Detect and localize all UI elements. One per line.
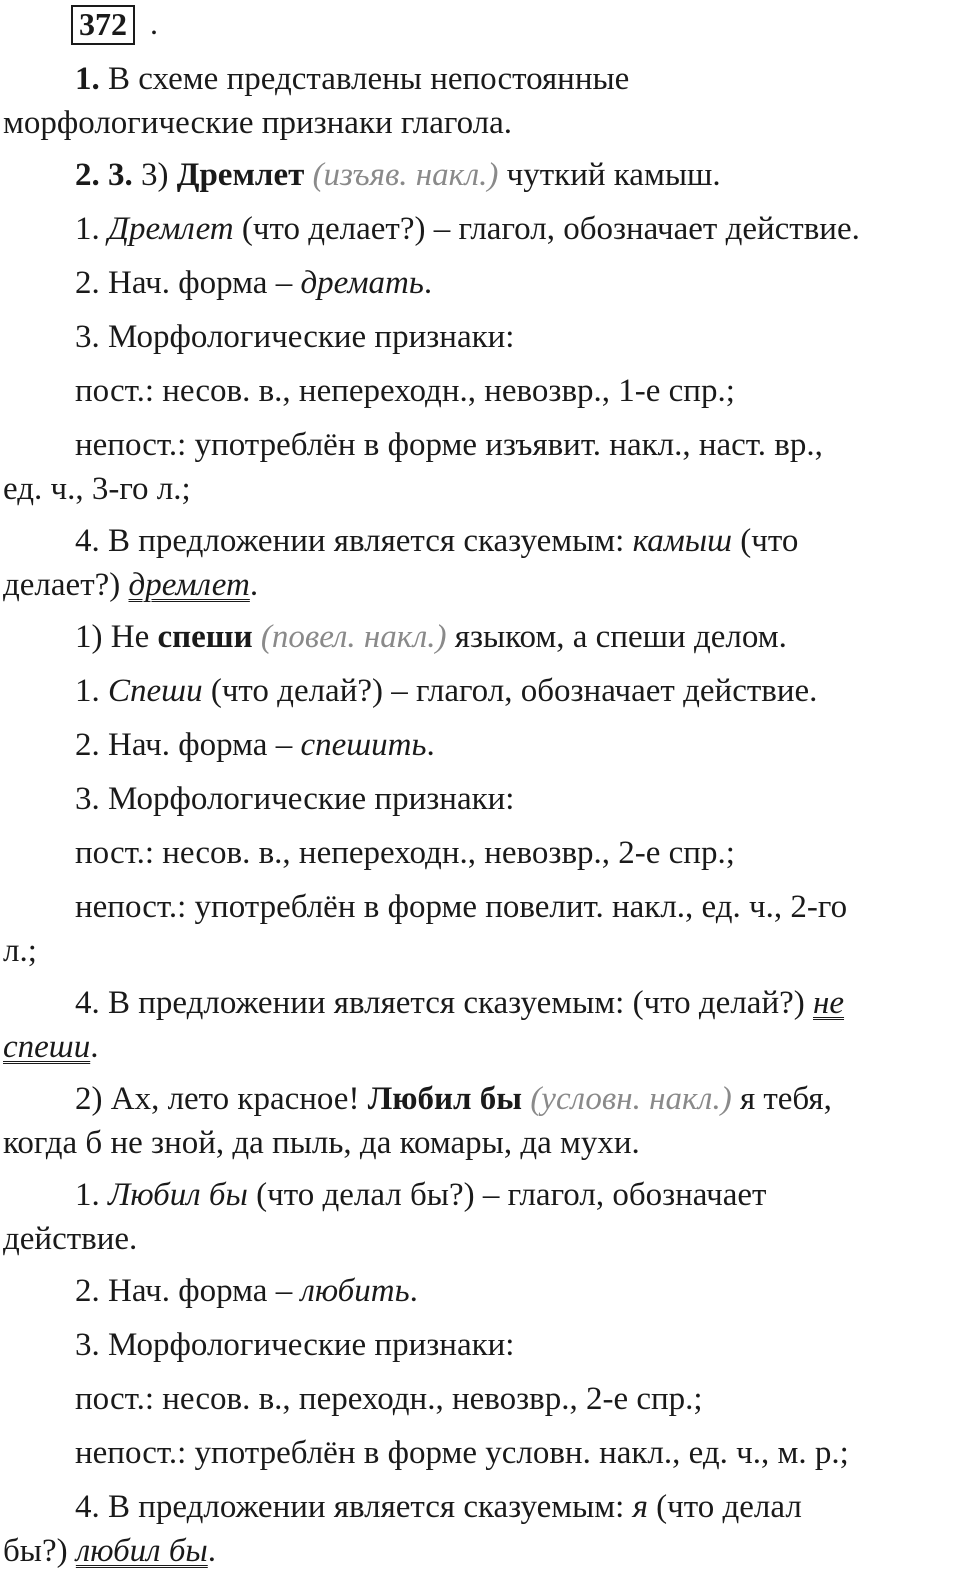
paragraph-1-line-2: морфологические признаки глагола. (3, 105, 513, 141)
v1-nepost-line-1: непост.: употреблён в форме изъявит. накл., наст. вр., (75, 427, 823, 463)
v3-step-1-line-1: 1. Любил бы (что делал бы?) – глагол, обозначает (75, 1177, 767, 1213)
v1-step-4-line-1: 4. В предложении является сказуемым: камыш (что (75, 523, 799, 559)
v1-nepost-line-2: ед. ч., 3-го л.; (3, 471, 191, 507)
v3-step-1-line-2: действие. (3, 1221, 138, 1257)
v1-step-2: 2. Нач. форма – дремать. (75, 265, 433, 301)
exercise-number-dot: . (150, 5, 158, 41)
v1-step-4-line-2: делает?) дремлет. (3, 567, 259, 603)
v2-step-2: 2. Нач. форма – спешить. (75, 727, 435, 763)
v2-step-4-line-2: спеши. (3, 1029, 99, 1065)
v3-step-2: 2. Нач. форма – любить. (75, 1273, 418, 1309)
sentence-3-line-2: когда б не зной, да пыль, да комары, да мухи. (3, 1125, 640, 1161)
v2-step-1: 1. Спеши (что делай?) – глагол, обозначает действие. (75, 673, 818, 709)
predicate-underlined: любил бы (75, 1533, 208, 1569)
v3-post: пост.: несов. в., переходн., невозвр., 2-е спр.; (75, 1381, 703, 1417)
v2-nepost-line-2: л.; (3, 933, 37, 969)
v3-step-4-line-1: 4. В предложении является сказуемым: я (что делал (75, 1489, 802, 1525)
v2-post: пост.: несов. в., непереходн., невозвр., 2-е спр.; (75, 835, 735, 871)
v3-nepost: непост.: употреблён в форме условн. накл., ед. ч., м. р.; (75, 1435, 849, 1471)
sentence-2: 1) Не спеши (повел. накл.) языком, а спеши делом. (75, 619, 787, 655)
v2-nepost-line-1: непост.: употреблён в форме повелит. накл., ед. ч., 2-го (75, 889, 848, 925)
v3-step-4-line-2: бы?) любил бы. (3, 1533, 217, 1569)
exercise-number: 372 (71, 5, 135, 45)
v2-step-3: 3. Морфологические признаки: (75, 781, 515, 817)
predicate-underlined: дремлет (128, 567, 250, 603)
v1-post: пост.: несов. в., непереходн., невозвр., 1-е спр.; (75, 373, 735, 409)
predicate-underlined: не (813, 985, 845, 1021)
v1-step-1: 1. Дремлет (что делает?) – глагол, обозначает действие. (75, 211, 860, 247)
predicate-underlined: спеши (3, 1029, 91, 1065)
sentence-3-line-1: 2) Ах, лето красное! Любил бы (условн. накл.) я тебя, (75, 1081, 832, 1117)
sentence-1: 2. 3. 3) Дремлет (изъяв. накл.) чуткий камыш. (75, 157, 721, 193)
paragraph-1-line-1: 1. В схеме представлены непостоянные (75, 61, 630, 97)
v2-step-4-line-1: 4. В предложении является сказуемым: (что делай?) не (75, 985, 845, 1021)
v1-step-3: 3. Морфологические признаки: (75, 319, 515, 355)
v3-step-3: 3. Морфологические признаки: (75, 1327, 515, 1363)
